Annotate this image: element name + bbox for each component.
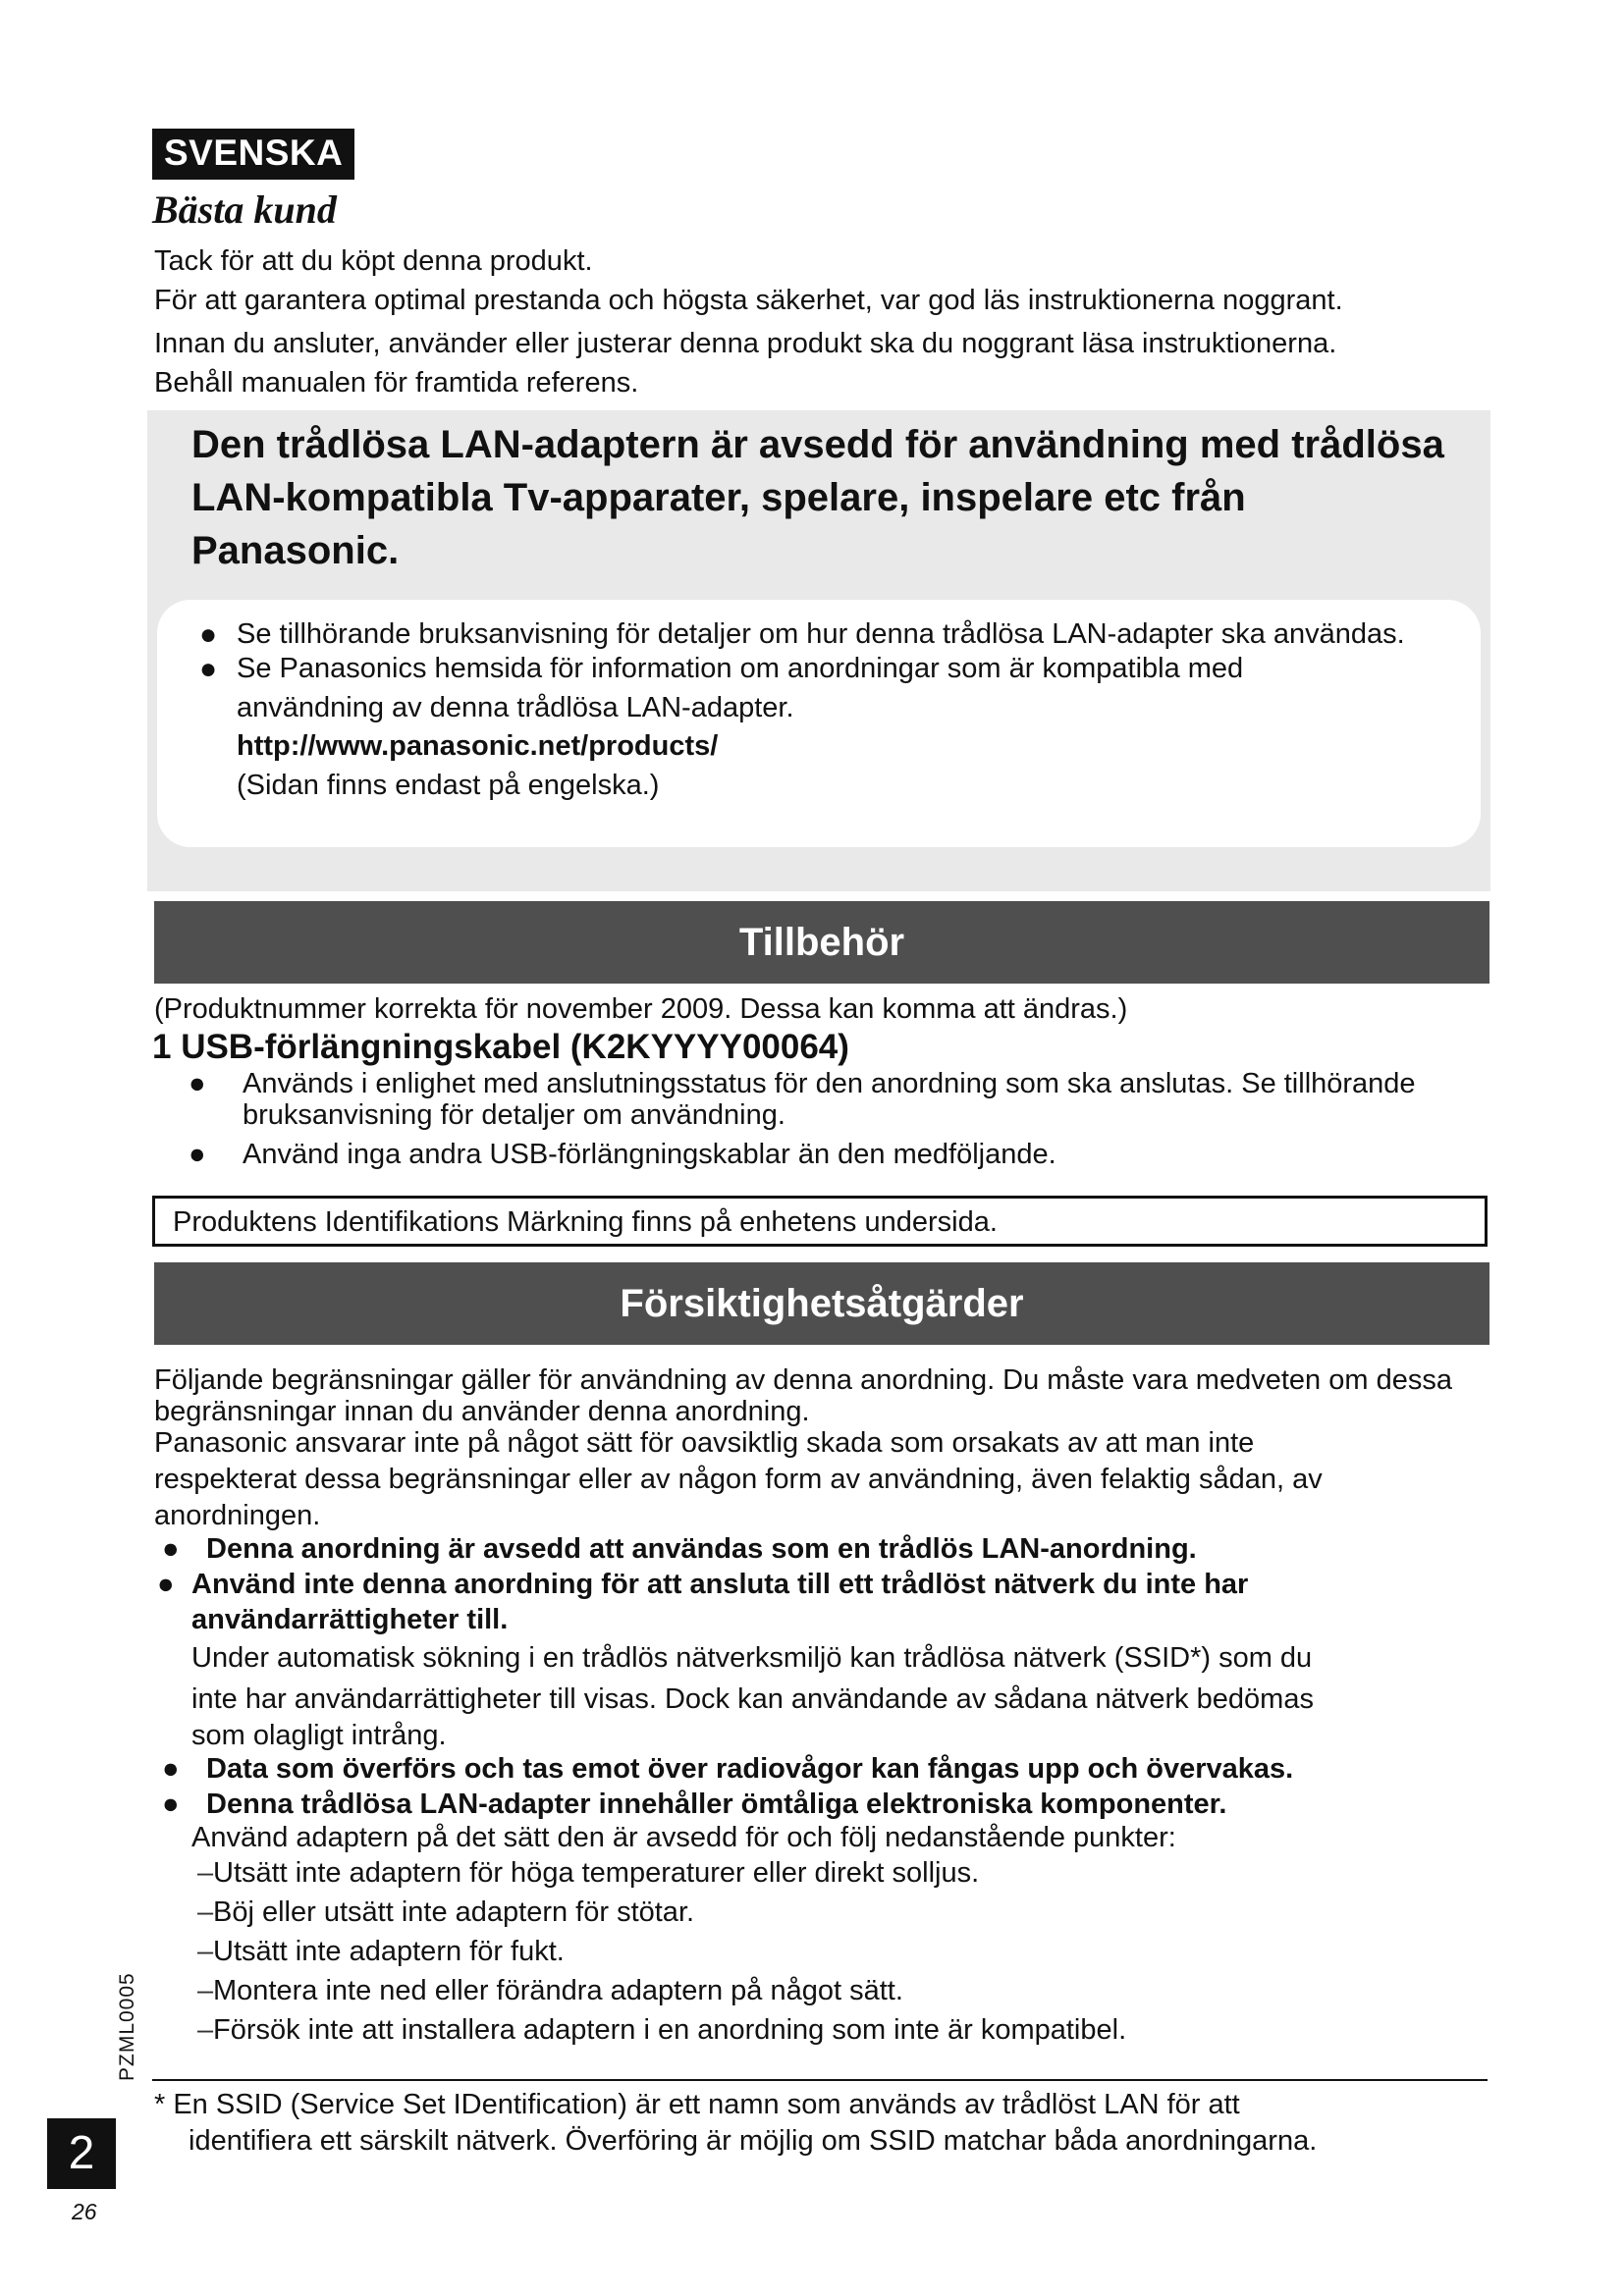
page-sub-number: 26 [72,2199,97,2224]
notice-box [147,410,1490,891]
accessory-bullet-text: Används i enlighet med anslutningsstatus för den anordning som ska anslutas. Se tillhörande bruksanvisning för detaljer om användning. [243,1068,1416,1131]
notice-list [199,617,1427,807]
notice-bullet-text: användning av denna trådlösa LAN-adapter. [237,692,794,723]
precautions-paragraph: anordningen. [154,1500,321,1531]
precaution-body: Under automatisk sökning i en trådlös nätverksmiljö kan trådlösa nätverk (SSID*) som du inte har användarrättigheter till visas. Dock kan användande av sådana nätverk bedömas som olagligt intrång. [191,1642,1314,1751]
precautions-paragraph: respekterat dessa begränsningar eller av någon form av användning, även felaktig sådan, av [154,1464,1323,1495]
precautions-paragraph: Panasonic ansvarar inte på något sätt för oavsiktlig skada som orsakats av att man inte [154,1427,1255,1459]
dash-item: – Utsätt inte adaptern för höga temperaturer eller direkt solljus. [154,1853,1494,1893]
intro-line: För att garantera optimal prestanda och högsta säkerhet, var god läs instruktionerna noggrant. [154,285,1343,316]
intro-line: Innan du ansluter, använder eller justerar denna produkt ska du noggrant läsa instruktionerna. [154,328,1337,359]
bullet-icon: ● [189,1139,206,1170]
intro-line: Tack för att du köpt denna produkt. [154,245,593,277]
bullet-icon: ● [199,653,218,685]
list-item [199,617,1427,652]
precaution-bullet: ● Data som överförs och tas emot över radiovågor kan fångas upp och övervakas. [162,1753,1294,1785]
dash-icon: – [197,1975,214,2006]
document-code: PZML0005 [116,1972,138,2081]
bullet-icon: ● [199,618,218,651]
accessory-bullet-text: Använd inga andra USB-förlängningskablar än den medföljande. [243,1139,1056,1170]
footnote-divider [152,2079,1488,2081]
list-item [199,652,1427,807]
dash-item: – Böj eller utsätt inte adaptern för stötar. [154,1893,1494,1932]
precaution-bullet: ● Använd inte denna anordning för att ansluta till ett trådlöst nätverk du inte har användarrättigheter till. [157,1569,1249,1635]
dash-item: – Utsätt inte adaptern för fukt. [154,1932,1494,1971]
bullet-icon: ● [162,1753,180,1785]
dash-icon: – [197,2014,214,2046]
accessory-item: 1 USB-förlängningskabel (K2KYYYY00064) [152,1028,849,1066]
bullet-icon: ● [189,1068,206,1099]
footnote-line: identifiera ett särskilt nätverk. Överföring är möjlig om SSID matchar båda anordningarna. [189,2125,1318,2157]
language-badge: SVENSKA [152,129,354,180]
footnote [154,2087,1489,2160]
panasonic-url-link[interactable]: http://www.panasonic.net/products/ [237,730,719,762]
dash-item: – Försök inte att installera adaptern i en anordning som inte är kompatibel. [154,2010,1494,2050]
notice-details [157,600,1481,847]
precautions-header: Försiktighetsåtgärder [154,1262,1489,1345]
list-item [154,1068,1489,1131]
url-note: (Sidan finns endast på engelska.) [237,770,660,801]
precaution-bullet: ● Denna trådlösa LAN-adapter innehåller ömtåliga elektroniska komponenter. [162,1789,1227,1820]
accessory-list [154,1068,1489,1170]
bullet-icon: ● [162,1789,180,1820]
notice-bullet-text: Se Panasonics hemsida för information om anordningar som är kompatibla med [237,653,1244,684]
accessories-note: (Produktnummer korrekta för november 2009. Dessa kan komma att ändras.) [154,993,1128,1025]
notice-bullet-text: Se tillhörande bruksanvisning för detaljer om hur denna trådlösa LAN-adapter ska användas. [237,618,1405,650]
precaution-bullet: ● Denna anordning är avsedd att användas som en trådlös LAN-anordning. [162,1533,1197,1565]
intro-line: Behåll manualen för framtida referens. [154,367,639,399]
list-item [154,1139,1489,1170]
precautions-paragraph: Följande begränsningar gäller för användning av denna anordning. Du måste vara medveten om dessa begränsningar innan du använder denna anordning. [154,1364,1452,1427]
intro-text [154,243,1489,400]
notice-heading: Den trådlösa LAN-adaptern är avsedd för användning med trådlösa LAN-kompatibla Tv-apparater, spelare, inspelare etc från Panasonic. [191,423,1444,572]
precautions-section [154,1364,1494,2050]
footnote-line: * En SSID (Service Set IDentification) är ett namn som används av trådlöst LAN för att [154,2089,1240,2120]
bullet-icon: ● [162,1533,180,1565]
dash-icon: – [197,1857,214,1889]
dash-icon: – [197,1896,214,1928]
precaution-body: Använd adaptern på det sätt den är avsedd för och följ nedanstående punkter: [191,1822,1176,1853]
bullet-icon: ● [157,1569,175,1600]
dash-icon: – [197,1936,214,1967]
dash-item: – Montera inte ned eller förändra adaptern på något sätt. [154,1971,1494,2010]
accessories-header: Tillbehör [154,901,1489,984]
accessories-section [154,991,1489,1178]
page-number-badge: 2 [47,2118,116,2189]
greeting-title: Bästa kund [152,187,337,232]
id-marking-box: Produktens Identifikations Märkning finns på enhetens undersida. [152,1196,1488,1247]
